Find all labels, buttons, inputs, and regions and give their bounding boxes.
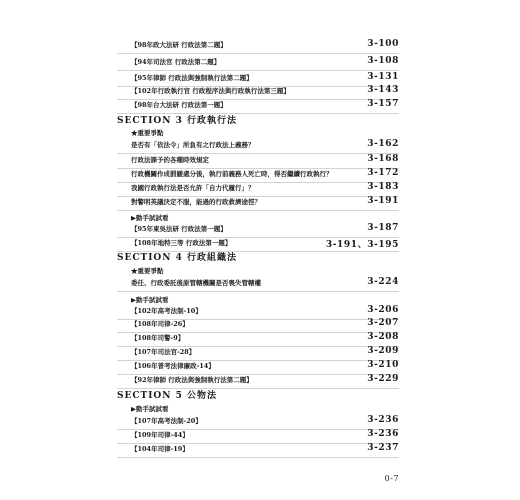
toc-entry[interactable] [117,360,399,375]
entry-title: 【107年高考法制-20】 [131,417,202,425]
entry-title: 是否有「依法令」所負有之行政法上義務？ [131,141,255,149]
entry-title: 【95年東吳法研 行政法第一題】 [131,225,227,233]
page-number: 0-7 [384,474,399,483]
entry-title: 【107年司法官-28】 [131,348,196,356]
section-heading: SECTION 4 行政組織法 [117,253,238,263]
entry-title: 對警明英議決定不服，能過的行政救濟途徑？ [131,198,261,206]
entry-title: 【104年司律-19】 [131,445,189,453]
toc-entry[interactable] [117,332,399,347]
toc-entry[interactable] [117,139,399,154]
section-heading: SECTION 5 公物法 [117,391,218,401]
entry-title: 【102年高考法制-10】 [131,307,202,315]
entry-title: 【108年司律-26】 [131,320,189,328]
entry-page: 3-224 [367,277,399,287]
entry-page: 3-100 [367,39,399,49]
entry-page: 3-187 [367,223,399,233]
entry-title: 委任、行政委託後原管轄機關是否喪失管轄權 [131,279,261,287]
entry-page: 3-157 [367,99,399,109]
entry-title: 【98年政大法研 行政法第二題】 [131,41,227,49]
toc-entry[interactable] [117,374,399,389]
entry-page: 3-143 [367,85,399,95]
entry-page: 3-209 [367,346,399,356]
subheading: ▶動手試試看 [131,214,169,222]
toc-entry[interactable] [117,415,399,430]
subheading: ▶動手試試看 [131,405,169,413]
entry-page: 3-208 [367,332,399,342]
entry-page: 3-131 [367,72,399,82]
entry-page: 3-162 [367,139,399,149]
toc-entry[interactable] [117,429,399,444]
entry-page: 3-237 [367,443,399,453]
toc-entry[interactable] [117,39,399,54]
entry-page: 3-108 [367,56,399,66]
entry-page: 3-236 [367,429,399,439]
entry-page: 3-191 [367,196,399,206]
entry-title: 【106年普考法律廉政-14】 [131,362,215,370]
entry-page: 3-229 [367,374,399,384]
entry-title: 【95年律師 行政法與強制執行法第二題】 [131,74,253,82]
entry-page: 3-191、3-195 [325,240,399,250]
entry-title: 行政機關作成罰鍰處分後，執行前義務人死亡時，得否繼續行政執行？ [131,170,333,178]
section-heading: SECTION 3 行政執行法 [117,116,238,126]
entry-title: 【108年司警-9】 [131,334,185,342]
toc-entry[interactable] [117,182,399,197]
entry-title: 我國行政執行法是否允許「自力代履行」？ [131,184,255,192]
entry-page: 3-168 [367,154,399,164]
toc-entry[interactable] [117,346,399,361]
entry-page: 3-172 [367,168,399,178]
entry-title: 【109年司律-44】 [131,431,189,439]
entry-title: 【92年律師 行政法與強制執行法第二題】 [131,376,253,384]
subheading: ★重要爭點 [131,129,164,137]
entry-page: 3-206 [367,305,399,315]
entry-page: 3-236 [367,415,399,425]
entry-page: 3-210 [367,360,399,370]
toc-entry[interactable] [117,196,399,211]
entry-page: 3-183 [367,182,399,192]
subheading: ★重要爭點 [131,267,164,275]
entry-title: 【102年行政執行官 行政程序法與行政執行法第三題】 [131,87,290,95]
toc-entry[interactable] [117,223,399,238]
entry-title: 【108年地特三等 行政法第一題】 [131,239,232,247]
entry-page: 3-207 [367,318,399,328]
entry-title: 【98年台大法研 行政法第一題】 [131,101,227,109]
toc-entry[interactable] [117,318,399,333]
toc-entry[interactable] [117,85,399,100]
toc-entry[interactable] [117,277,399,292]
toc-entry[interactable] [117,443,399,458]
toc-entry[interactable] [117,56,399,71]
subheading: ▶動手試試看 [131,296,169,304]
toc-entry[interactable] [117,99,399,114]
toc-entry[interactable] [117,168,399,183]
entry-title: 行政法課予的各種時效規定 [131,156,209,164]
toc-entry[interactable] [117,154,399,169]
entry-title: 【94年司法官 行政法第二題】 [131,58,221,66]
